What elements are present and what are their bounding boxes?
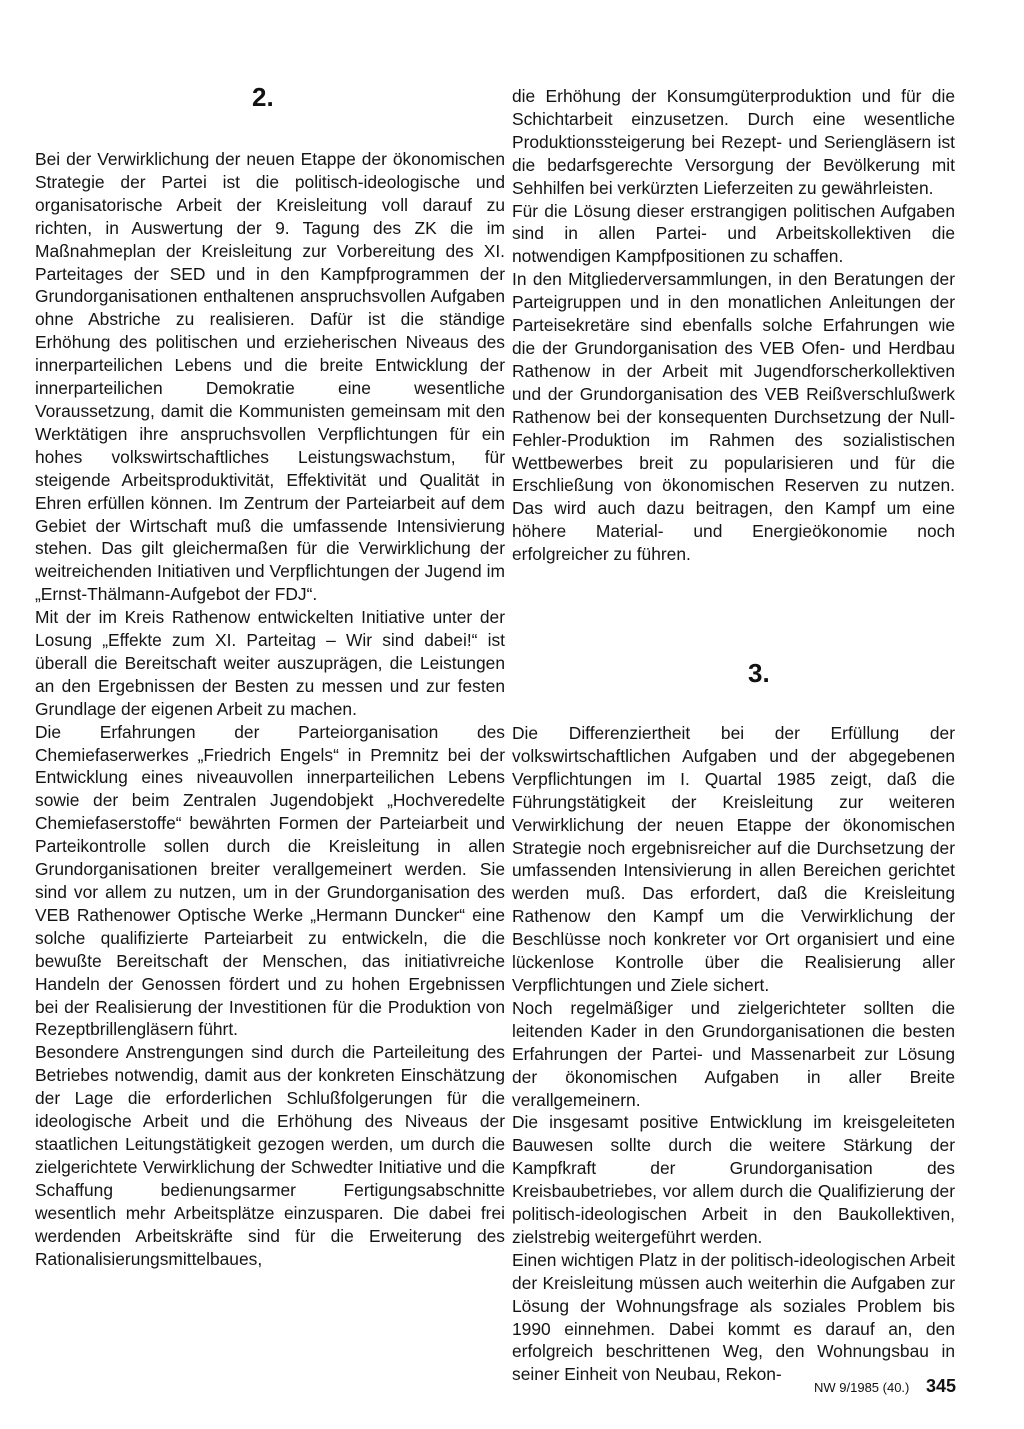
journal-reference: NW 9/1985 (40.) xyxy=(814,1380,910,1395)
page-number: 345 xyxy=(926,1376,957,1396)
section-number-3: 3. xyxy=(748,658,770,688)
right-column-top xyxy=(512,85,955,566)
paragraph: Bei der Verwirklichung der neuen Etappe der ökonomischen Strategie der Partei ist die politisch-ideologische und organisatorische Arbeit der Kreisleitung voll darauf zu richten, in Auswertung der 9. Tagung des ZK die im Maßnahmeplan der Kreisleitung zur Vorbereitung des XI. Parteitages der SED und in den Kampfprogrammen der Grundorganisationen enthaltenen anspruchsvollen Aufgaben ohne Abstriche zu realisieren. Dafür ist die ständige Erhöhung des politischen und erzieherischen Niveaus des innerparteilichen Lebens und die breite Entwicklung der innerparteilichen Demokratie eine wesentliche Voraussetzung, damit die Kommunisten gemeinsam mit den Werktätigen ihre anspruchsvollen Verpflichtungen für ein hohes volkswirtschaftliches Leistungswachstum, für steigende Arbeitsproduktivität, Effektivität und Qualität in Ehren erfüllen können. Im Zentrum der Parteiarbeit auf dem Gebiet der Wirtschaft muß die umfassende Intensivierung stehen. Das gilt gleichermaßen für die Verwirklichung der weitreichenden Initiativen und Verpflichtungen der Jugend im „Ernst-Thälmann-Aufgebot der FDJ“. xyxy=(35,149,505,605)
paragraph: Mit der im Kreis Rathenow entwickelten Initiative unter der Losung „Effekte zum XI. Parteitag – Wir sind dabei!“ ist überall die Bereitschaft weiter auszuprägen, die Leistungen an den Ergebnissen der Besten zu messen und zur festen Grundlage der eigenen Arbeit zu machen. xyxy=(35,607,505,719)
right-column-bottom xyxy=(512,722,955,1386)
paragraph: Für die Lösung dieser erstrangigen politischen Aufgaben sind in allen Partei- und Arbeitskollektiven die notwendigen Kampfpositionen zu schaffen. xyxy=(512,200,955,267)
left-column xyxy=(35,148,505,1270)
paragraph: Die Erfahrungen der Parteiorganisation des Chemiefaserwerkes „Friedrich Engels“ in Premnitz bei der Entwicklung eines niveauvollen innerparteilichen Lebens sowie der beim Zentralen Jugendobjekt „Hochveredelte Chemiefaserstoffe“ bewährten Formen der Parteiarbeit und Parteikontrolle sollen durch die Kreisleitung in allen Grundorganisationen breiter verallgemeinert werden. Sie sind vor allem zu nutzen, um in der Grundorganisation des VEB Rathenower Optische Werke „Hermann Duncker“ eine solche qualifizierte Parteiarbeit zu entwickeln, die die bewußte Bereitschaft der Menschen, das initiativreiche Handeln der Genossen fördert und zu hohen Ergebnissen bei der Realisierung der Investitionen für die Produktion von Rezeptbrillengläsern führt. xyxy=(35,721,505,1040)
paragraph: Besondere Anstrengungen sind durch die Parteileitung des Betriebes notwendig, damit aus der konkreten Einschätzung der Lage die erforderlichen Schlußfolgerungen für die ideologische Arbeit und die Erhöhung des Niveaus der staatlichen Leitungstätigkeit gezogen werden, um durch die zielgerichtete Verwirklichung der Schwedter Initiative und die Schaffung bedienungsarmer Fertigungsabschnitte wesentlich mehr Arbeitsplätze einzusparen. Die dabei frei werdenden Arbeitskräfte sind für die Erweiterung des Rationalisierungsmittelbaues, xyxy=(35,1042,505,1269)
paragraph: Die insgesamt positive Entwicklung im kreisgeleiteten Bauwesen sollte durch die weitere Stärkung der Kampfkraft der Grundorganisation des Kreisbaubetriebes, vor allem durch die Qualifizierung der politisch-ideologischen Arbeit in den Baukollektiven, zielstrebig weitergeführt werden. xyxy=(512,1112,955,1247)
paragraph: Einen wichtigen Platz in der politisch-ideologischen Arbeit der Kreisleitung müssen auch weiterhin die Aufgaben zur Lösung der Wohnungsfrage als soziales Problem bis 1990 einnehmen. Dabei kommt es darauf an, den erfolgreich beschrittenen Weg, den Wohnungsbau in seiner Einheit von Neubau, Rekon- xyxy=(512,1249,955,1385)
paragraph: die Erhöhung der Konsumgüterproduktion und für die Schichtarbeit einzusetzen. Durch eine wesentliche Produktionssteigerung bei Rezept- und Seriengläsern ist die bedarfsgerechte Versorgung der Bevölkerung mit Sehhilfen bei verkürzten Lieferzeiten zu gewährleisten. xyxy=(512,86,955,198)
paragraph: In den Mitgliederversammlungen, in den Beratungen der Parteigruppen und in den monatlichen Anleitungen der Parteisekretäre sind ebenfalls solche Erfahrungen wie die der Grundorganisation des VEB Ofen- und Herdbau Rathenow in der Arbeit mit Jugendforscherkollektiven und der Grundorganisation des VEB Reißverschlußwerk Rathenow bei der konsequenten Durchsetzung der Null-Fehler-Produktion im Rahmen des sozialistischen Wettbewerbes breit zu popularisieren und für die Erschließung von ökonomischen Reserven zu nutzen. Das wird auch dazu beitragen, den Kampf um eine höhere Material- und Energieökonomie noch erfolgreicher zu führen. xyxy=(512,269,955,565)
paragraph: Noch regelmäßiger und zielgerichteter sollten die leitenden Kader in den Grundorganisationen die besten Erfahrungen der Partei- und Massenarbeit zur Lösung der ökonomischen Aufgaben in aller Breite verallgemeinern. xyxy=(512,997,955,1110)
paragraph: Die Differenziertheit bei der Erfüllung der volkswirtschaftlichen Aufgaben und der abgegebenen Verpflichtungen im I. Quartal 1985 zeigt, daß die Führungstätigkeit der Kreisleitung zur weiteren Verwirklichung der neuen Etappe der ökonomischen Strategie noch ergebnisreicher auf die Durchsetzung der umfassenden Intensivierung in allen Bereichen gerichtet werden muß. Das erfordert, daß die Kreisleitung Rathenow den Kampf um die Verwirklichung der Beschlüsse noch konkreter vor Ort organisiert und eine lückenlose Kontrolle über die Realisierung aller Verpflichtungen und Ziele sichert. xyxy=(512,723,955,995)
section-number-2: 2. xyxy=(252,82,274,112)
